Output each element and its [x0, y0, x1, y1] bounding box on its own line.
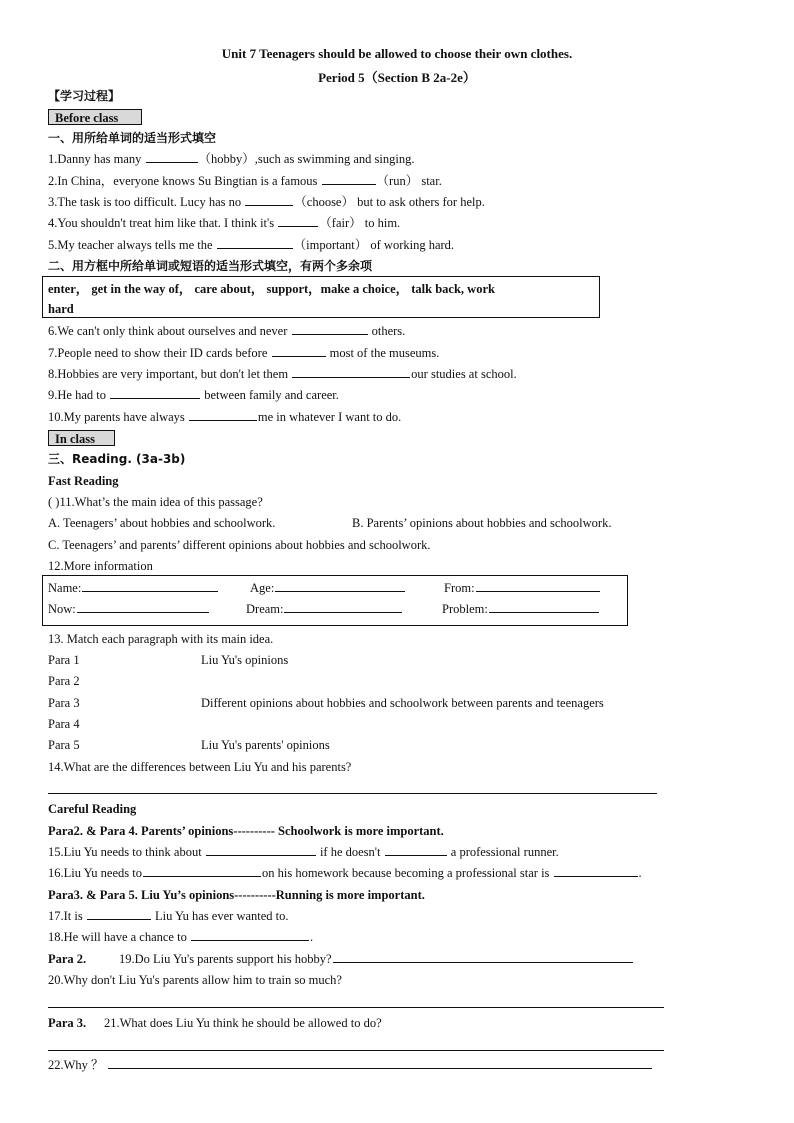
- q4-text-a: 4.You shouldn't treat him like that. I think it's: [48, 216, 275, 230]
- q8-text-b: our studies at school.: [411, 367, 517, 381]
- info-dream-blank[interactable]: [284, 601, 402, 613]
- question-16: [48, 865, 642, 881]
- q3-text-a: 3.The task is too difficult. Lucy has no: [48, 195, 242, 209]
- q3-blank[interactable]: [245, 194, 293, 206]
- question-12: 12.More information: [48, 559, 153, 573]
- q15-blank-2[interactable]: [385, 844, 447, 856]
- idea-1: Liu Yu's opinions: [201, 653, 289, 667]
- q15-text-c: a professional runner.: [450, 845, 559, 859]
- q16-text-c: .: [638, 866, 642, 880]
- q18-text-a: 18.He will have a chance to: [48, 930, 187, 944]
- idea-2: Different opinions about hobbies and schoolwork between parents and teenagers: [201, 696, 604, 710]
- info-name-blank[interactable]: [82, 580, 218, 592]
- info-now: [48, 601, 210, 617]
- q6-blank[interactable]: [292, 323, 368, 335]
- info-name-label: Name:: [48, 581, 82, 595]
- q9-text-a: 9.He had to: [48, 388, 106, 402]
- q16-blank-2[interactable]: [554, 865, 638, 877]
- q16-text-a: 16.Liu Yu needs to: [48, 866, 142, 880]
- q1-blank[interactable]: [146, 151, 198, 163]
- q10-blank[interactable]: [189, 409, 257, 421]
- q21-answer-line[interactable]: [48, 1050, 664, 1051]
- question-18: [48, 929, 313, 945]
- option-a: A. Teenagers’ about hobbies and schoolwork.: [48, 516, 276, 530]
- question-5: [48, 237, 454, 253]
- info-age: [250, 580, 406, 596]
- para24-heading: Para2. & Para 4. Parents’ opinions---------- Schoolwork is more important.: [48, 824, 444, 838]
- info-now-blank[interactable]: [77, 601, 209, 613]
- para-5: Para 5: [48, 738, 80, 752]
- question-14: 14.What are the differences between Liu Yu and his parents?: [48, 760, 352, 774]
- q8-blank[interactable]: [292, 366, 410, 378]
- q2-blank[interactable]: [322, 173, 376, 185]
- para3-label: Para 3.: [48, 1016, 87, 1030]
- q17-blank[interactable]: [87, 908, 151, 920]
- part3-heading: 三、Reading. (3a-3b): [48, 452, 186, 466]
- q7-text-a: 7.People need to show their ID cards before: [48, 346, 268, 360]
- question-13: 13. Match each paragraph with its main idea.: [48, 632, 274, 646]
- question-7: [48, 345, 439, 361]
- question-11: ( )11.What’s the main idea of this passage?: [48, 495, 263, 509]
- careful-reading-heading: Careful Reading: [48, 802, 137, 816]
- question-8: [48, 366, 517, 382]
- info-dream: [246, 601, 403, 617]
- q2-text-b: （run） star.: [376, 174, 442, 188]
- info-age-blank[interactable]: [275, 580, 405, 592]
- q8-text-a: 8.Hobbies are very important, but don't let them: [48, 367, 289, 381]
- part1-heading: 一、用所给单词的适当形式填空: [48, 131, 217, 145]
- q22-blank[interactable]: [108, 1057, 652, 1069]
- fast-reading-heading: Fast Reading: [48, 474, 119, 488]
- word-box-line2: hard: [48, 302, 74, 316]
- option-b: B. Parents’ opinions about hobbies and schoolwork.: [352, 516, 612, 530]
- para-1: Para 1: [48, 653, 80, 667]
- info-dream-label: Dream:: [246, 602, 284, 616]
- info-age-label: Age:: [250, 581, 275, 595]
- page-subtitle: Period 5（Section B 2a-2e）: [318, 70, 476, 85]
- q17-text-a: 17.It is: [48, 909, 83, 923]
- question-17: [48, 908, 289, 924]
- question-10: [48, 409, 401, 425]
- question-6: [48, 323, 405, 339]
- q9-blank[interactable]: [110, 387, 200, 399]
- q22-text: 22.Why ？: [48, 1058, 104, 1072]
- q15-blank-1[interactable]: [206, 844, 316, 856]
- question-1: [48, 151, 414, 167]
- question-9: [48, 387, 339, 403]
- question-2: [48, 173, 442, 189]
- q17-text-b: Liu Yu has ever wanted to.: [154, 909, 289, 923]
- q18-blank[interactable]: [191, 929, 309, 941]
- q5-text-b: （important） of working hard.: [293, 238, 455, 252]
- idea-3: Liu Yu's parents' opinions: [201, 738, 330, 752]
- question-22: [48, 1057, 653, 1073]
- para35-heading: Para3. & Para 5. Liu Yu’s opinions----------Running is more important.: [48, 888, 425, 902]
- before-class-tag: Before class: [48, 109, 142, 125]
- q10-text-b: me in whatever I want to do.: [257, 410, 402, 424]
- info-from-blank[interactable]: [476, 580, 600, 592]
- q20-answer-line[interactable]: [48, 1007, 664, 1008]
- info-from-label: From:: [444, 581, 475, 595]
- q6-text-b: others.: [371, 324, 406, 338]
- q3-text-b: （choose） but to ask others for help.: [294, 195, 485, 209]
- q15-text-b: if he doesn't: [319, 845, 381, 859]
- info-now-label: Now:: [48, 602, 76, 616]
- q19-text: 19.Do Liu Yu's parents support his hobby?: [119, 952, 332, 966]
- q19-blank[interactable]: [333, 951, 633, 963]
- in-class-tag: In class: [48, 430, 115, 446]
- para-2: Para 2: [48, 674, 80, 688]
- info-problem-label: Problem:: [442, 602, 488, 616]
- q10-text-a: 10.My parents have always: [48, 410, 185, 424]
- q14-answer-line[interactable]: [48, 793, 657, 794]
- para2-label: Para 2.: [48, 952, 87, 966]
- q9-text-b: between family and career.: [204, 388, 339, 402]
- q5-text-a: 5.My teacher always tells me the: [48, 238, 213, 252]
- q4-text-b: （fair） to him.: [319, 216, 401, 230]
- q7-text-b: most of the museums.: [329, 346, 440, 360]
- q5-blank[interactable]: [217, 237, 293, 249]
- q18-text-b: .: [309, 930, 314, 944]
- question-19: [119, 951, 634, 967]
- question-20: 20.Why don't Liu Yu's parents allow him to train so much?: [48, 973, 342, 987]
- q16-text-b: on his homework because becoming a professional star is: [261, 866, 550, 880]
- question-15: [48, 844, 559, 860]
- info-problem: [442, 601, 600, 617]
- word-box-line1: enter， get in the way of， care about， support，make a choice， talk back, work: [48, 282, 495, 296]
- para-3: Para 3: [48, 696, 80, 710]
- question-21: 21.What does Liu Yu think he should be allowed to do?: [104, 1016, 382, 1030]
- question-4: [48, 215, 400, 231]
- q16-blank-1[interactable]: [143, 865, 261, 877]
- q6-text-a: 6.We can't only think about ourselves and never: [48, 324, 288, 338]
- q15-text-a: 15.Liu Yu needs to think about: [48, 845, 202, 859]
- q4-blank[interactable]: [278, 215, 318, 227]
- process-label: 【学习过程】: [48, 89, 121, 103]
- para-4: Para 4: [48, 717, 80, 731]
- q2-text-a: 2.In China，everyone knows Su Bingtian is a famous: [48, 174, 318, 188]
- q1-text-b: （hobby）,such as swimming and singing.: [198, 152, 415, 166]
- q7-blank[interactable]: [272, 345, 326, 357]
- option-c: C. Teenagers’ and parents’ different opinions about hobbies and schoolwork.: [48, 538, 431, 552]
- info-problem-blank[interactable]: [489, 601, 599, 613]
- page-title: Unit 7 Teenagers should be allowed to choose their own clothes.: [221, 46, 573, 61]
- q1-text-a: 1.Danny has many: [48, 152, 142, 166]
- question-3: [48, 194, 485, 210]
- part2-heading: 二、用方框中所给单词或短语的适当形式填空，有两个多余项: [48, 259, 373, 273]
- info-name: [48, 580, 219, 596]
- info-from: [444, 580, 601, 596]
